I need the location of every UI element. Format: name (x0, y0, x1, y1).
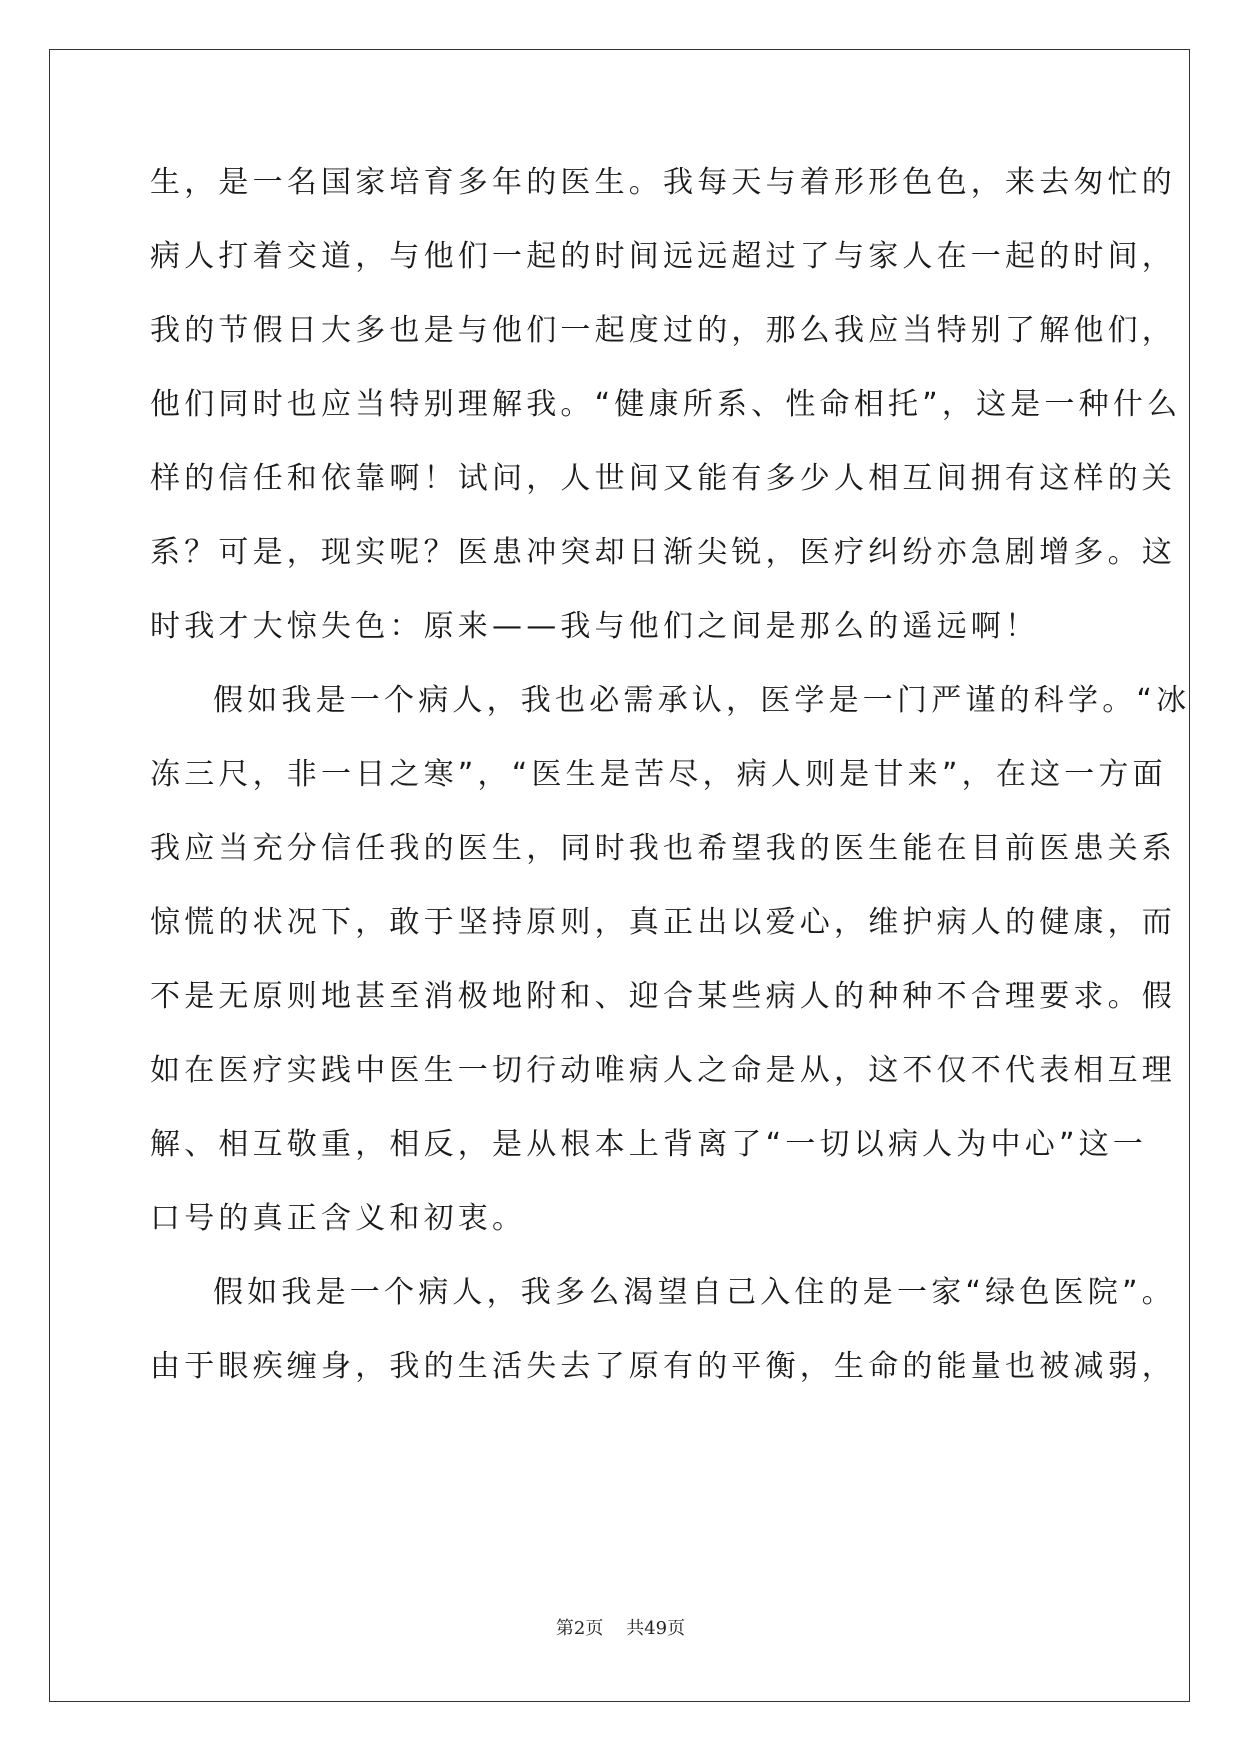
text-line: 系？可是，现实呢？医患冲突却日渐尖锐，医疗纠纷亦急剧增多。这 (150, 535, 1176, 570)
text-line: 病人打着交道，与他们一起的时间远远超过了与家人在一起的时间， (150, 239, 1176, 274)
text-line: 冻三尺，非一日之寒”，“医生是苦尽，病人则是甘来”，在这一方面 (150, 757, 1167, 792)
page-total: 共49页 (626, 1618, 686, 1639)
text-line: 生，是一名国家培育多年的医生。我每天与着形形色色，来去匆忙的 (150, 165, 1176, 200)
text-line: 他们同时也应当特别理解我。“健康所系、性命相托”，这是一种什么 (150, 387, 1182, 422)
text-line: 我应当充分信任我的医生，同时我也希望我的医生能在目前医患关系 (150, 831, 1176, 866)
text-line: 如在医疗实践中医生一切行动唯病人之命是从，这不仅不代表相互理 (150, 1053, 1176, 1088)
page-footer (0, 1617, 1241, 1641)
text-line: 由于眼疾缠身，我的生活失去了原有的平衡，生命的能量也被减弱， (150, 1349, 1176, 1384)
paragraph-start-line: 假如我是一个病人，我多么渴望自己入住的是一家“绿色医院”。 (213, 1275, 1176, 1310)
text-line: 我的节假日大多也是与他们一起度过的，那么我应当特别了解他们， (150, 313, 1176, 348)
text-line: 样的信任和依靠啊！试问，人世间又能有多少人相互间拥有这样的关 (150, 461, 1176, 496)
page-border (49, 49, 1190, 1702)
text-line: 解、相互敬重，相反，是从根本上背离了“一切以病人为中心”这一 (150, 1127, 1148, 1162)
text-line: 时我才大惊失色：原来——我与他们之间是那么的遥远啊！ (150, 609, 1040, 644)
text-line: 口号的真正含义和初衷。 (150, 1201, 527, 1236)
page-number: 第2页 (555, 1618, 604, 1639)
paragraph-start-line: 假如我是一个病人，我也必需承认，医学是一门严谨的科学。“冰 (213, 683, 1191, 718)
text-line: 不是无原则地甚至消极地附和、迎合某些病人的种种不合理要求。假 (150, 979, 1176, 1014)
text-line: 惊慌的状况下，敢于坚持原则，真正出以爱心，维护病人的健康，而 (150, 905, 1176, 940)
